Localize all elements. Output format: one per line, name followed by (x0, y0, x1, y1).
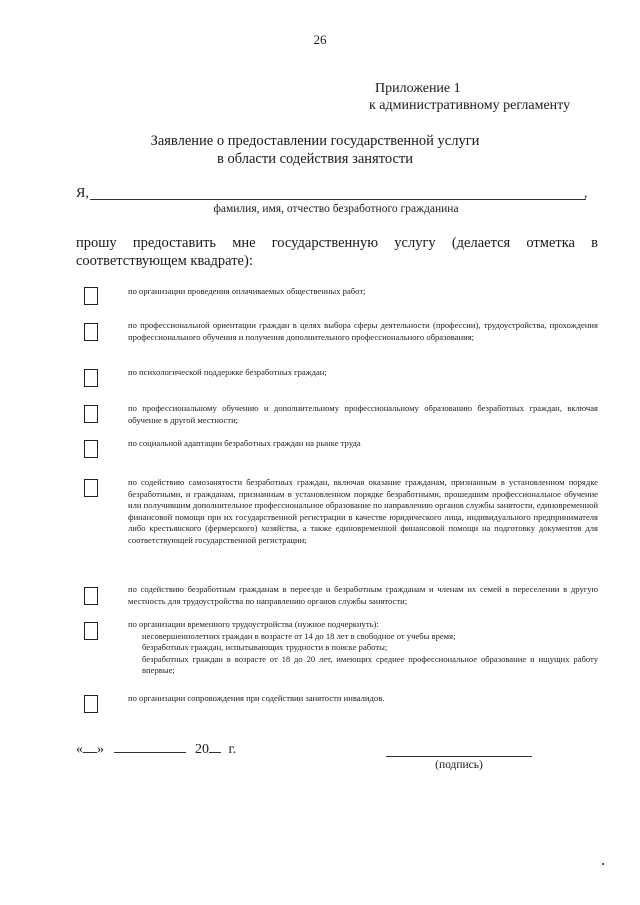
signature-caption: (подпись) (435, 759, 483, 771)
scan-dot (602, 863, 604, 865)
title-line-1: Заявление о предоставлении государственной услуги (150, 133, 480, 149)
date-close-quote: » (97, 742, 104, 757)
page-number: 26 (313, 32, 327, 47)
date-year-prefix: 20 (195, 742, 209, 757)
option-checkbox[interactable] (84, 695, 98, 713)
appendix-header (369, 80, 571, 114)
option-checkbox[interactable] (84, 323, 98, 341)
option-text: по психологической поддержке безработных граждан; (128, 367, 327, 377)
option-text: по профессиональному обучению и дополнительному профессиональному образованию безработных граждан, включая обучение в другой местности; (128, 403, 598, 425)
date-year-blank[interactable] (209, 752, 221, 753)
title-line-2: в области содействия занятости (217, 151, 413, 167)
document-title (150, 132, 480, 168)
date-day-blank[interactable] (83, 752, 97, 753)
signature-line[interactable] (386, 756, 532, 757)
option-text: по организации сопровождения при содействии занятости инвалидов. (128, 693, 385, 703)
applicant-prefix: Я, (76, 186, 89, 201)
option-checkbox[interactable] (84, 587, 98, 605)
option-subitem: безработных граждан, испытывающих трудности в поиске работы; (142, 642, 388, 653)
option-subitem: безработных граждан в возрасте от 18 до 20 лет, имеющих среднее профессиональное образование и ищущих работу впервые; (142, 653, 598, 676)
option-main-text: по организации временного трудоустройства (нужное подчеркнуть): (128, 619, 379, 629)
applicant-suffix: , (584, 186, 588, 201)
date-open-quote: « (76, 742, 83, 757)
appendix-reference: к административному регламенту (369, 98, 571, 113)
option-text: по профессиональной ориентации граждан в целях выбора сферы деятельности (профессии), трудоустройства, прохождения профессионального обучения и получения дополнительного профессионального образования; (128, 320, 598, 342)
date-year-suffix: г. (228, 742, 237, 757)
option-text (128, 619, 598, 677)
appendix-label: Приложение 1 (375, 81, 461, 96)
applicant-name-underline[interactable] (90, 199, 586, 200)
option-checkbox[interactable] (84, 479, 98, 497)
option-checkbox[interactable] (84, 405, 98, 423)
option-checkbox[interactable] (84, 440, 98, 458)
option-subitem: несовершеннолетних граждан в возрасте от 14 до 18 лет в свободное от учебы время; (142, 630, 456, 641)
option-text: по содействию самозанятости безработных граждан, включая оказание гражданам, признанным в установленном порядке безработными, и гражданам, признанным в установленном порядке безработными, прошедшим профессиональное обучение или получившим дополнительное профессиональное образование по направлению органов службы занятости, единовременной финансовой помощи при их государственной регистрации в качестве юридического лица, индивидуального предпринимателя либо крестьянского (фермерского) хозяйства, а также единовременной финансовой помощи на подготовку документов для соответствующей государственной регистрации; (128, 477, 598, 545)
option-checkbox[interactable] (84, 287, 98, 305)
date-field[interactable] (76, 742, 236, 758)
option-text: по организации проведения оплачиваемых общественных работ; (128, 286, 366, 296)
request-text: прошу предоставить мне государственную услугу (делается отметка в соответствующем квадрате): (76, 235, 598, 269)
applicant-name-field[interactable] (76, 186, 596, 202)
option-checkbox[interactable] (84, 369, 98, 387)
option-text: по содействию безработным гражданам в переезде и безработным гражданам и членам их семей в переселении в другую местность для трудоустройства по направлению органов службы занятости; (128, 584, 598, 606)
option-checkbox[interactable] (84, 622, 98, 640)
date-month-blank[interactable] (114, 752, 186, 753)
option-text: по социальной адаптации безработных граждан на рынке труда (128, 438, 361, 448)
applicant-name-caption: фамилия, имя, отчество безработного гражданина (213, 203, 459, 215)
